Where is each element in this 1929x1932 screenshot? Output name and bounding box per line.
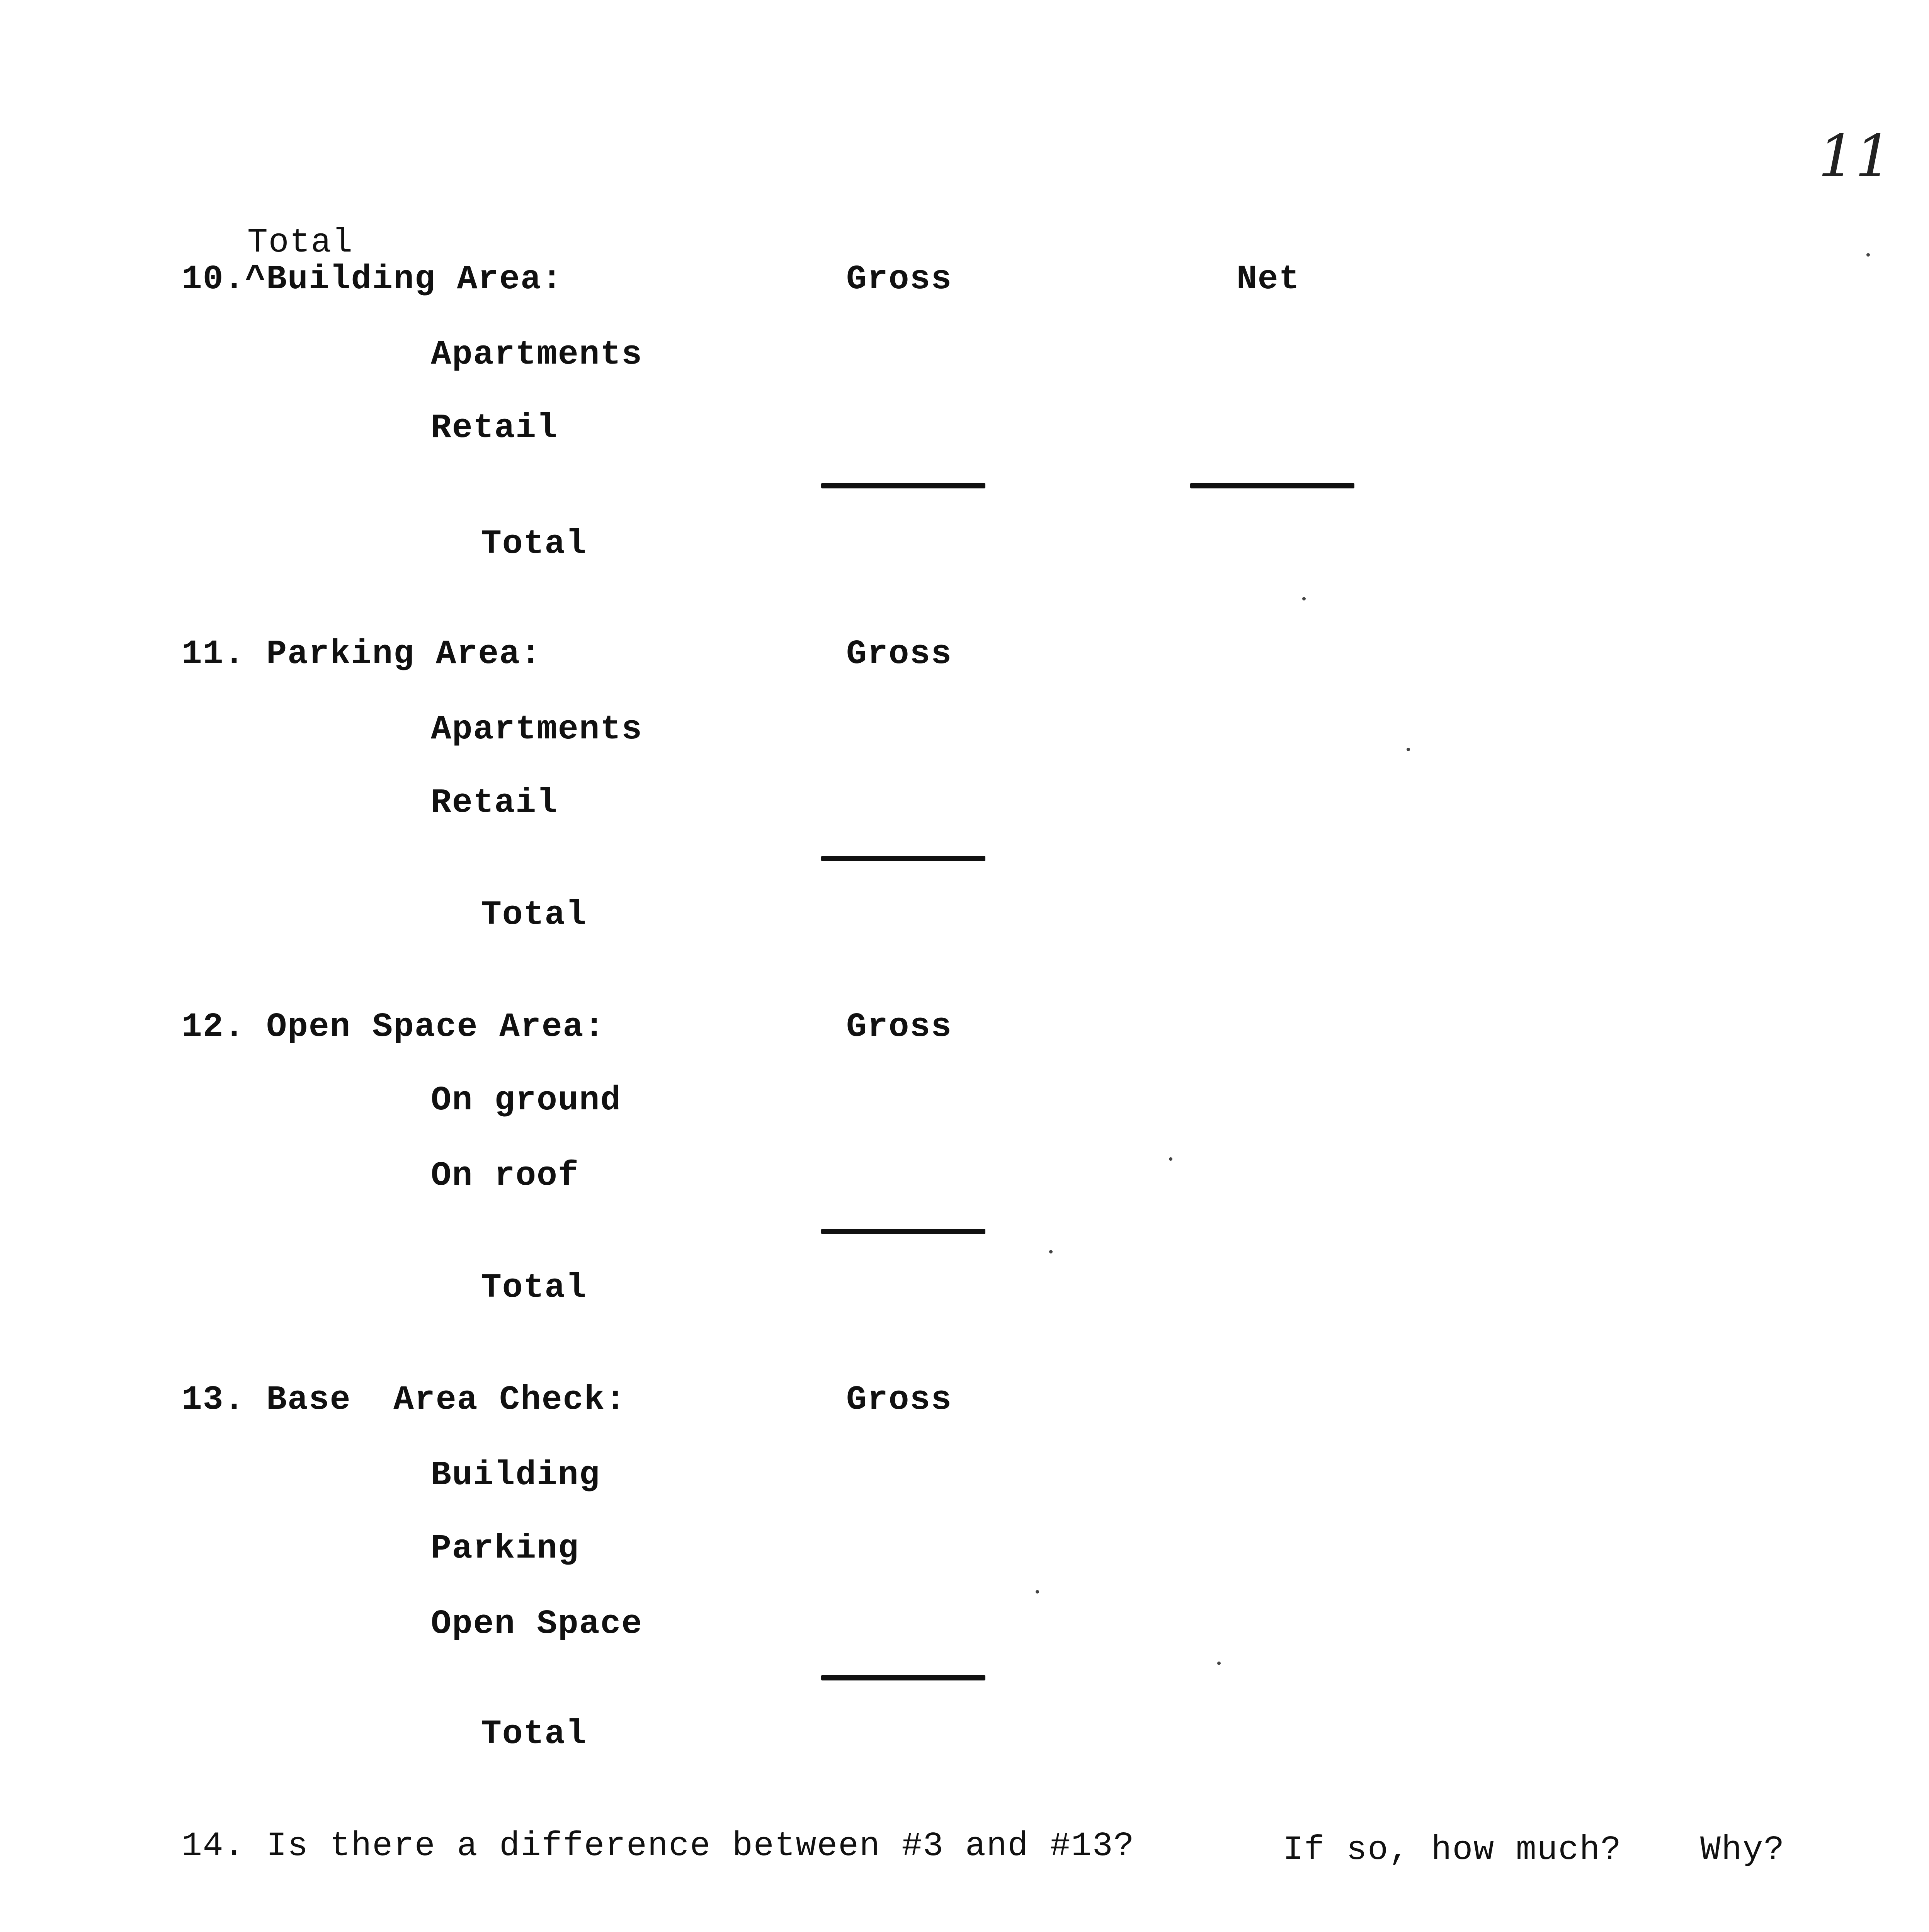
q11-label: 11. Parking Area: <box>182 635 542 673</box>
q13-gross-header: Gross <box>846 1381 953 1419</box>
q10-gross-header: Gross <box>846 260 953 299</box>
q13-row-parking: Parking <box>431 1530 579 1568</box>
q10-gross-total-rule <box>821 483 985 488</box>
scan-speck <box>1302 597 1306 600</box>
scan-speck <box>1169 1157 1172 1161</box>
q12-label: 12. Open Space Area: <box>182 1008 606 1046</box>
q11-gross-total-rule <box>821 856 985 861</box>
q12-row-on-roof: On roof <box>431 1157 579 1195</box>
q14-question: 14. Is there a difference between #3 and #13? <box>182 1827 1135 1866</box>
scan-speck <box>1049 1250 1053 1253</box>
q10-row-apartments: Apartments <box>431 336 643 374</box>
q14-follow-up-why: Why? <box>1700 1831 1785 1869</box>
q11-row-retail: Retail <box>431 784 558 822</box>
q11-gross-header: Gross <box>846 635 953 673</box>
q12-total-label: Total <box>481 1269 587 1307</box>
scan-speck <box>1036 1590 1039 1594</box>
page-number: 11 <box>1818 123 1892 190</box>
scan-speck <box>1217 1662 1221 1665</box>
caret-insertion-note: Total <box>247 224 354 262</box>
q13-row-open-space: Open Space <box>431 1605 643 1643</box>
q12-gross-header: Gross <box>846 1008 953 1046</box>
q13-gross-total-rule <box>821 1675 985 1680</box>
q10-label: 10.^Building Area: <box>182 260 563 299</box>
scan-speck <box>1407 748 1410 751</box>
q10-row-retail: Retail <box>431 409 558 447</box>
q11-row-apartments: Apartments <box>431 711 643 749</box>
q12-gross-total-rule <box>821 1229 985 1234</box>
q13-total-label: Total <box>481 1715 587 1753</box>
q10-total-label: Total <box>481 525 587 563</box>
q10-net-header: Net <box>1237 260 1300 299</box>
scan-speck <box>1866 253 1870 257</box>
q13-label: 13. Base Area Check: <box>182 1381 626 1419</box>
q14-follow-up-amount: If so, how much? <box>1283 1831 1622 1869</box>
q13-row-building: Building <box>431 1456 600 1495</box>
q11-total-label: Total <box>481 896 587 934</box>
q12-row-on-ground: On ground <box>431 1082 622 1120</box>
q10-net-total-rule <box>1190 483 1354 488</box>
